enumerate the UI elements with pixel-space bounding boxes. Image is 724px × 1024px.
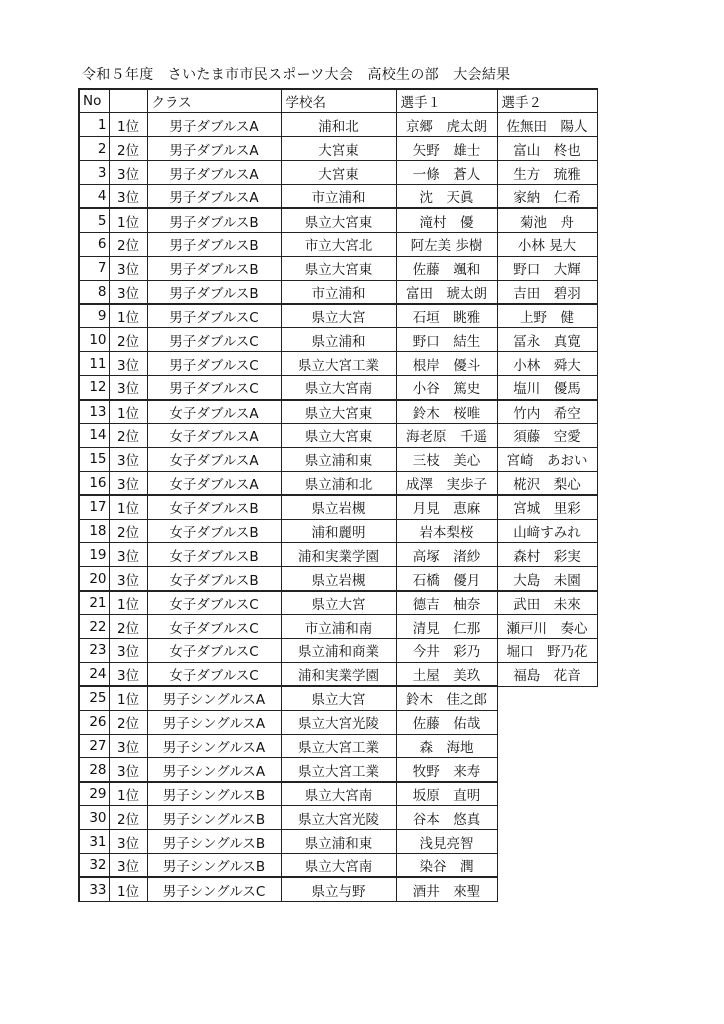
cell-player1: 石垣 眺雅 bbox=[396, 304, 497, 328]
table-row bbox=[79, 830, 597, 854]
cell-player1: 一條 蒼人 bbox=[396, 161, 497, 185]
cell-school: 県立大宮東 bbox=[281, 256, 396, 280]
cell-school: 県立岩槻 bbox=[281, 567, 396, 591]
table-row bbox=[79, 686, 597, 710]
table-row bbox=[79, 352, 597, 376]
cell-player2 bbox=[497, 806, 597, 830]
cell-no: 29 bbox=[79, 782, 109, 806]
cell-player1: 沈 天眞 bbox=[396, 185, 497, 209]
cell-class: 男子シングルスA bbox=[147, 758, 281, 782]
cell-player1: 谷本 悠真 bbox=[396, 806, 497, 830]
table-row bbox=[79, 471, 597, 495]
cell-school: 大宮東 bbox=[281, 161, 396, 185]
cell-no: 17 bbox=[79, 495, 109, 519]
cell-player1: 佐藤 颯和 bbox=[396, 256, 497, 280]
cell-player2: 須藤 空愛 bbox=[497, 423, 597, 447]
table-row bbox=[79, 137, 597, 161]
table-row bbox=[79, 543, 597, 567]
cell-no: 25 bbox=[79, 686, 109, 710]
cell-class: 男子シングルスB bbox=[147, 830, 281, 854]
cell-no: 26 bbox=[79, 710, 109, 734]
cell-rank: 1位 bbox=[109, 686, 147, 710]
cell-no: 10 bbox=[79, 328, 109, 352]
table-row bbox=[79, 400, 597, 424]
header-class: クラス bbox=[147, 89, 281, 113]
cell-no: 21 bbox=[79, 591, 109, 615]
cell-class: 女子ダブルスC bbox=[147, 662, 281, 686]
cell-class: 男子ダブルスC bbox=[147, 304, 281, 328]
table-row bbox=[79, 280, 597, 304]
cell-player1: 酒井 來聖 bbox=[396, 877, 497, 901]
cell-player1: 坂原 直明 bbox=[396, 782, 497, 806]
cell-no: 30 bbox=[79, 806, 109, 830]
cell-class: 男子シングルスC bbox=[147, 877, 281, 901]
cell-player2: 冨永 真寛 bbox=[497, 328, 597, 352]
cell-no: 16 bbox=[79, 471, 109, 495]
header-player1: 選手１ bbox=[396, 89, 497, 113]
cell-school: 県立与野 bbox=[281, 877, 396, 901]
cell-no: 9 bbox=[79, 304, 109, 328]
cell-school: 県立岩槻 bbox=[281, 495, 396, 519]
cell-player1: 牧野 来寿 bbox=[396, 758, 497, 782]
cell-rank: 1位 bbox=[109, 304, 147, 328]
cell-player2: 富山 柊也 bbox=[497, 137, 597, 161]
table-row bbox=[79, 877, 597, 901]
table-row bbox=[79, 423, 597, 447]
cell-school: 県立浦和商業 bbox=[281, 638, 396, 662]
cell-rank: 3位 bbox=[109, 662, 147, 686]
cell-rank: 2位 bbox=[109, 423, 147, 447]
cell-rank: 1位 bbox=[109, 591, 147, 615]
cell-no: 23 bbox=[79, 638, 109, 662]
cell-player2: 小林 舜大 bbox=[497, 352, 597, 376]
cell-class: 男子ダブルスA bbox=[147, 161, 281, 185]
table-row bbox=[79, 591, 597, 615]
cell-player1: 今井 彩乃 bbox=[396, 638, 497, 662]
cell-school: 市立大宮北 bbox=[281, 232, 396, 256]
cell-class: 男子シングルスA bbox=[147, 686, 281, 710]
cell-no: 15 bbox=[79, 447, 109, 471]
cell-no: 1 bbox=[79, 113, 109, 137]
table-row bbox=[79, 185, 597, 209]
cell-player2: 菊池 舟 bbox=[497, 208, 597, 232]
cell-class: 女子ダブルスB bbox=[147, 519, 281, 543]
cell-player2: 生方 琉雅 bbox=[497, 161, 597, 185]
table-row bbox=[79, 161, 597, 185]
cell-no: 27 bbox=[79, 734, 109, 758]
cell-no: 18 bbox=[79, 519, 109, 543]
cell-player2 bbox=[497, 758, 597, 782]
cell-class: 男子ダブルスB bbox=[147, 256, 281, 280]
cell-rank: 3位 bbox=[109, 352, 147, 376]
cell-rank: 1位 bbox=[109, 113, 147, 137]
table-row bbox=[79, 615, 597, 639]
cell-no: 13 bbox=[79, 400, 109, 424]
cell-class: 男子ダブルスC bbox=[147, 328, 281, 352]
cell-rank: 3位 bbox=[109, 830, 147, 854]
cell-no: 8 bbox=[79, 280, 109, 304]
table-row bbox=[79, 567, 597, 591]
cell-school: 県立浦和東 bbox=[281, 447, 396, 471]
cell-rank: 3位 bbox=[109, 376, 147, 400]
cell-school: 県立大宮光陵 bbox=[281, 806, 396, 830]
table-row bbox=[79, 447, 597, 471]
cell-rank: 3位 bbox=[109, 543, 147, 567]
cell-school: 県立大宮工業 bbox=[281, 758, 396, 782]
cell-player2: 宮城 里彩 bbox=[497, 495, 597, 519]
cell-rank: 1位 bbox=[109, 782, 147, 806]
cell-player2: 家納 仁希 bbox=[497, 185, 597, 209]
table-row bbox=[79, 232, 597, 256]
cell-player1: 富田 琥太朗 bbox=[396, 280, 497, 304]
cell-rank: 3位 bbox=[109, 447, 147, 471]
cell-class: 男子シングルスA bbox=[147, 710, 281, 734]
cell-rank: 3位 bbox=[109, 638, 147, 662]
cell-player2: 野口 大輝 bbox=[497, 256, 597, 280]
table-row bbox=[79, 376, 597, 400]
cell-no: 14 bbox=[79, 423, 109, 447]
cell-player1: 京郷 虎太朗 bbox=[396, 113, 497, 137]
cell-player2: 瀬戸川 奏心 bbox=[497, 615, 597, 639]
cell-class: 女子ダブルスB bbox=[147, 543, 281, 567]
cell-class: 男子シングルスB bbox=[147, 782, 281, 806]
cell-player1: 岩本梨桜 bbox=[396, 519, 497, 543]
table-row bbox=[79, 495, 597, 519]
header-no: No bbox=[79, 89, 109, 113]
cell-player1: 森 海地 bbox=[396, 734, 497, 758]
cell-school: 県立大宮東 bbox=[281, 208, 396, 232]
cell-rank: 1位 bbox=[109, 400, 147, 424]
cell-school: 県立大宮 bbox=[281, 686, 396, 710]
cell-player1: 海老原 千遥 bbox=[396, 423, 497, 447]
table-row bbox=[79, 806, 597, 830]
cell-rank: 1位 bbox=[109, 495, 147, 519]
cell-player2: 山﨑すみれ bbox=[497, 519, 597, 543]
cell-school: 県立浦和 bbox=[281, 328, 396, 352]
cell-class: 男子ダブルスB bbox=[147, 208, 281, 232]
cell-class: 男子ダブルスB bbox=[147, 280, 281, 304]
cell-class: 男子ダブルスA bbox=[147, 185, 281, 209]
cell-class: 女子ダブルスC bbox=[147, 615, 281, 639]
header-rank bbox=[109, 89, 147, 113]
header-school: 学校名 bbox=[281, 89, 396, 113]
cell-no: 4 bbox=[79, 185, 109, 209]
cell-no: 33 bbox=[79, 877, 109, 901]
cell-player2: 佐無田 陽人 bbox=[497, 113, 597, 137]
cell-player2: 椛沢 梨心 bbox=[497, 471, 597, 495]
document-title: 令和５年度 さいたま市市民スポーツ大会 高校生の部 大会結果 bbox=[82, 67, 511, 83]
cell-rank: 3位 bbox=[109, 256, 147, 280]
cell-player1: 野口 結生 bbox=[396, 328, 497, 352]
cell-rank: 3位 bbox=[109, 734, 147, 758]
cell-school: 県立浦和北 bbox=[281, 471, 396, 495]
table-row bbox=[79, 638, 597, 662]
cell-no: 11 bbox=[79, 352, 109, 376]
cell-player2: 大島 未園 bbox=[497, 567, 597, 591]
cell-rank: 3位 bbox=[109, 185, 147, 209]
cell-school: 浦和実業学園 bbox=[281, 543, 396, 567]
cell-player1: 石橋 優月 bbox=[396, 567, 497, 591]
cell-player2 bbox=[497, 734, 597, 758]
table-row bbox=[79, 113, 597, 137]
cell-player2: 宮崎 あおい bbox=[497, 447, 597, 471]
cell-rank: 3位 bbox=[109, 280, 147, 304]
table-row bbox=[79, 854, 597, 878]
cell-no: 24 bbox=[79, 662, 109, 686]
cell-rank: 2位 bbox=[109, 806, 147, 830]
cell-rank: 1位 bbox=[109, 877, 147, 901]
cell-player1: 根岸 優斗 bbox=[396, 352, 497, 376]
cell-rank: 2位 bbox=[109, 519, 147, 543]
cell-no: 2 bbox=[79, 137, 109, 161]
cell-school: 県立大宮南 bbox=[281, 782, 396, 806]
cell-player1: 浅見亮智 bbox=[396, 830, 497, 854]
cell-rank: 2位 bbox=[109, 232, 147, 256]
cell-school: 市立浦和 bbox=[281, 185, 396, 209]
cell-class: 女子ダブルスB bbox=[147, 567, 281, 591]
cell-school: 浦和実業学園 bbox=[281, 662, 396, 686]
cell-class: 男子シングルスA bbox=[147, 734, 281, 758]
cell-class: 女子ダブルスC bbox=[147, 638, 281, 662]
cell-school: 県立大宮 bbox=[281, 304, 396, 328]
cell-rank: 3位 bbox=[109, 758, 147, 782]
cell-rank: 2位 bbox=[109, 710, 147, 734]
cell-rank: 3位 bbox=[109, 854, 147, 878]
cell-player2 bbox=[497, 710, 597, 734]
table-body bbox=[79, 113, 597, 901]
table-row bbox=[79, 782, 597, 806]
cell-school: 県立大宮東 bbox=[281, 423, 396, 447]
cell-no: 20 bbox=[79, 567, 109, 591]
cell-player1: 矢野 雄士 bbox=[396, 137, 497, 161]
cell-school: 県立大宮東 bbox=[281, 400, 396, 424]
cell-player2 bbox=[497, 782, 597, 806]
cell-school: 県立大宮南 bbox=[281, 376, 396, 400]
table-row bbox=[79, 758, 597, 782]
cell-class: 女子ダブルスA bbox=[147, 447, 281, 471]
table-row bbox=[79, 734, 597, 758]
cell-player1: 滝村 優 bbox=[396, 208, 497, 232]
cell-player1: 成澤 実歩子 bbox=[396, 471, 497, 495]
cell-no: 31 bbox=[79, 830, 109, 854]
cell-rank: 3位 bbox=[109, 471, 147, 495]
cell-player2: 竹内 希空 bbox=[497, 400, 597, 424]
cell-rank: 2位 bbox=[109, 615, 147, 639]
cell-class: 男子ダブルスA bbox=[147, 137, 281, 161]
cell-class: 男子シングルスB bbox=[147, 806, 281, 830]
cell-class: 女子ダブルスA bbox=[147, 471, 281, 495]
cell-no: 28 bbox=[79, 758, 109, 782]
table-row bbox=[79, 256, 597, 280]
cell-school: 県立大宮工業 bbox=[281, 352, 396, 376]
table-row bbox=[79, 304, 597, 328]
cell-player1: 佐藤 佑哉 bbox=[396, 710, 497, 734]
cell-class: 男子ダブルスA bbox=[147, 113, 281, 137]
table-row bbox=[79, 208, 597, 232]
cell-player1: 染谷 潤 bbox=[396, 854, 497, 878]
cell-no: 7 bbox=[79, 256, 109, 280]
results-table bbox=[78, 88, 598, 902]
cell-class: 女子ダブルスA bbox=[147, 400, 281, 424]
cell-player2: 福島 花音 bbox=[497, 662, 597, 686]
cell-rank: 2位 bbox=[109, 137, 147, 161]
table-row bbox=[79, 519, 597, 543]
cell-player1: 月見 恵麻 bbox=[396, 495, 497, 519]
cell-player1: 清見 仁那 bbox=[396, 615, 497, 639]
cell-player2: 森村 彩実 bbox=[497, 543, 597, 567]
cell-class: 男子シングルスB bbox=[147, 854, 281, 878]
cell-no: 32 bbox=[79, 854, 109, 878]
cell-player1: 高塚 渚紗 bbox=[396, 543, 497, 567]
cell-class: 女子ダブルスA bbox=[147, 423, 281, 447]
cell-school: 県立大宮工業 bbox=[281, 734, 396, 758]
cell-school: 浦和北 bbox=[281, 113, 396, 137]
cell-player2 bbox=[497, 686, 597, 710]
cell-school: 県立大宮南 bbox=[281, 854, 396, 878]
cell-rank: 1位 bbox=[109, 208, 147, 232]
cell-school: 浦和麗明 bbox=[281, 519, 396, 543]
cell-no: 19 bbox=[79, 543, 109, 567]
table-row bbox=[79, 710, 597, 734]
cell-no: 5 bbox=[79, 208, 109, 232]
cell-player1: 鈴木 佳之郎 bbox=[396, 686, 497, 710]
table-header-row bbox=[79, 89, 597, 113]
cell-player1: 德吉 柚奈 bbox=[396, 591, 497, 615]
cell-player1: 鈴木 桜唯 bbox=[396, 400, 497, 424]
cell-rank: 3位 bbox=[109, 161, 147, 185]
cell-player2 bbox=[497, 830, 597, 854]
cell-no: 6 bbox=[79, 232, 109, 256]
cell-player1: 阿左美 歩樹 bbox=[396, 232, 497, 256]
cell-player1: 三枝 美心 bbox=[396, 447, 497, 471]
cell-player2: 吉田 碧羽 bbox=[497, 280, 597, 304]
cell-player2: 武田 未來 bbox=[497, 591, 597, 615]
cell-school: 市立浦和南 bbox=[281, 615, 396, 639]
cell-class: 女子ダブルスB bbox=[147, 495, 281, 519]
cell-player2: 小林 晃大 bbox=[497, 232, 597, 256]
cell-player2 bbox=[497, 854, 597, 878]
cell-school: 県立大宮 bbox=[281, 591, 396, 615]
cell-no: 3 bbox=[79, 161, 109, 185]
cell-school: 県立大宮光陵 bbox=[281, 710, 396, 734]
cell-class: 女子ダブルスC bbox=[147, 591, 281, 615]
cell-no: 12 bbox=[79, 376, 109, 400]
cell-player2: 堀口 野乃花 bbox=[497, 638, 597, 662]
cell-player1: 小谷 篤史 bbox=[396, 376, 497, 400]
cell-school: 大宮東 bbox=[281, 137, 396, 161]
cell-class: 男子ダブルスC bbox=[147, 352, 281, 376]
table-row bbox=[79, 662, 597, 686]
cell-school: 県立浦和東 bbox=[281, 830, 396, 854]
cell-rank: 2位 bbox=[109, 328, 147, 352]
cell-class: 男子ダブルスB bbox=[147, 232, 281, 256]
cell-player2: 塩川 優馬 bbox=[497, 376, 597, 400]
cell-class: 男子ダブルスC bbox=[147, 376, 281, 400]
cell-player2 bbox=[497, 877, 597, 901]
cell-no: 22 bbox=[79, 615, 109, 639]
cell-player1: 土屋 美玖 bbox=[396, 662, 497, 686]
table-row bbox=[79, 328, 597, 352]
header-player2: 選手２ bbox=[497, 89, 597, 113]
cell-player2: 上野 健 bbox=[497, 304, 597, 328]
cell-rank: 3位 bbox=[109, 567, 147, 591]
cell-school: 市立浦和 bbox=[281, 280, 396, 304]
